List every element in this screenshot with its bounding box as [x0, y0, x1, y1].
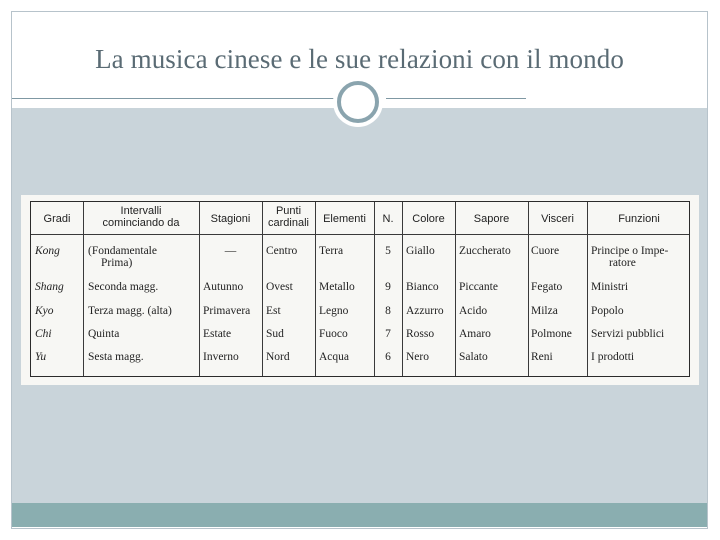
- cell-colore: Giallo: [406, 245, 435, 257]
- cell-grado: Chi: [35, 328, 52, 340]
- cell-elemento: Metallo: [319, 281, 355, 293]
- header-colore: Colore: [412, 213, 445, 225]
- header-gradi: Gradi: [43, 213, 71, 225]
- cell-grado: Yu: [35, 351, 47, 363]
- cell-sapore: Acido: [459, 305, 488, 317]
- cell-funzione: Popolo: [591, 305, 624, 317]
- cell-elemento: Terra: [319, 245, 344, 257]
- cell-colore: Nero: [406, 351, 429, 363]
- cell-intervallo: Terza magg. (alta): [88, 305, 172, 317]
- cell-numero: 5: [385, 245, 391, 257]
- cell-intervallo: Quinta: [88, 328, 120, 340]
- column-divider: [402, 202, 403, 376]
- cell-intervallo-line2: Prima): [101, 257, 133, 269]
- cell-stagione: Autunno: [203, 281, 244, 293]
- cell-visceri: Reni: [531, 351, 553, 363]
- cell-intervallo: Seconda magg.: [88, 281, 159, 293]
- cell-punto: Est: [266, 305, 281, 317]
- header-intervalli-line2: cominciando da: [102, 217, 180, 229]
- cell-punto: Nord: [266, 351, 290, 363]
- cell-intervallo: (Fondamentale: [88, 245, 157, 257]
- cell-colore: Bianco: [406, 281, 439, 293]
- column-divider: [199, 202, 200, 376]
- column-divider: [455, 202, 456, 376]
- footer-band: [12, 503, 707, 527]
- header-intervalli: Intervalli: [120, 205, 162, 217]
- cell-elemento: Acqua: [319, 351, 350, 363]
- cell-numero: 9: [385, 281, 391, 293]
- cell-sapore: Zuccherato: [459, 245, 511, 257]
- cell-intervallo: Sesta magg.: [88, 351, 144, 363]
- cell-visceri: Milza: [531, 305, 558, 317]
- cell-elemento: Legno: [319, 305, 349, 317]
- header-punti: Punti: [275, 205, 302, 217]
- cell-elemento: Fuoco: [319, 328, 348, 340]
- cell-grado: Kong: [35, 245, 60, 257]
- cell-visceri: Polmone: [531, 328, 572, 340]
- cell-visceri: Cuore: [531, 245, 560, 257]
- cell-sapore: Salato: [459, 351, 488, 363]
- cell-grado: Kyo: [35, 305, 54, 317]
- cell-sapore: Piccante: [459, 281, 498, 293]
- cell-grado: Shang: [35, 281, 64, 293]
- header-divider: [31, 234, 689, 235]
- header-punti-line2: cardinali: [268, 217, 309, 229]
- column-divider: [587, 202, 588, 376]
- cell-numero: 8: [385, 305, 391, 317]
- scanned-table-image: [21, 195, 699, 385]
- cell-colore: Azzurro: [406, 305, 444, 317]
- cell-funzione: I prodotti: [591, 351, 635, 363]
- column-divider: [528, 202, 529, 376]
- title-divider-right: [386, 98, 526, 99]
- slide-title: La musica cinese e le sue relazioni con il mondo: [95, 44, 624, 74]
- cell-punto: Centro: [266, 245, 298, 257]
- cell-funzione-line2: ratore: [609, 257, 636, 269]
- cell-stagione: Estate: [203, 328, 232, 340]
- cell-colore: Rosso: [406, 328, 435, 340]
- cell-stagione: Inverno: [203, 351, 239, 363]
- header-elementi: Elementi: [323, 213, 366, 225]
- header-sapore: Sapore: [473, 213, 510, 225]
- header-stagioni: Stagioni: [210, 213, 251, 225]
- cell-visceri: Fegato: [531, 281, 563, 293]
- cell-punto: Sud: [266, 328, 284, 340]
- cell-funzione: Ministri: [591, 281, 629, 293]
- title-divider-left: [12, 98, 334, 99]
- cell-stagione: —: [224, 245, 237, 257]
- cell-numero: 6: [385, 351, 391, 363]
- header-visceri: Visceri: [541, 213, 574, 225]
- cell-funzione: Servizi pubblici: [591, 328, 665, 340]
- header-numero: N.: [382, 213, 394, 225]
- cell-numero: 7: [385, 328, 391, 340]
- cell-punto: Ovest: [266, 281, 293, 293]
- header-funzioni: Funzioni: [618, 213, 660, 225]
- cell-sapore: Amaro: [459, 328, 491, 340]
- cell-stagione: Primavera: [203, 305, 251, 317]
- table-grid: [30, 201, 690, 377]
- column-divider: [315, 202, 316, 376]
- cell-funzione: Principe o Impe-: [591, 245, 669, 257]
- decorative-ring-icon: [337, 81, 379, 123]
